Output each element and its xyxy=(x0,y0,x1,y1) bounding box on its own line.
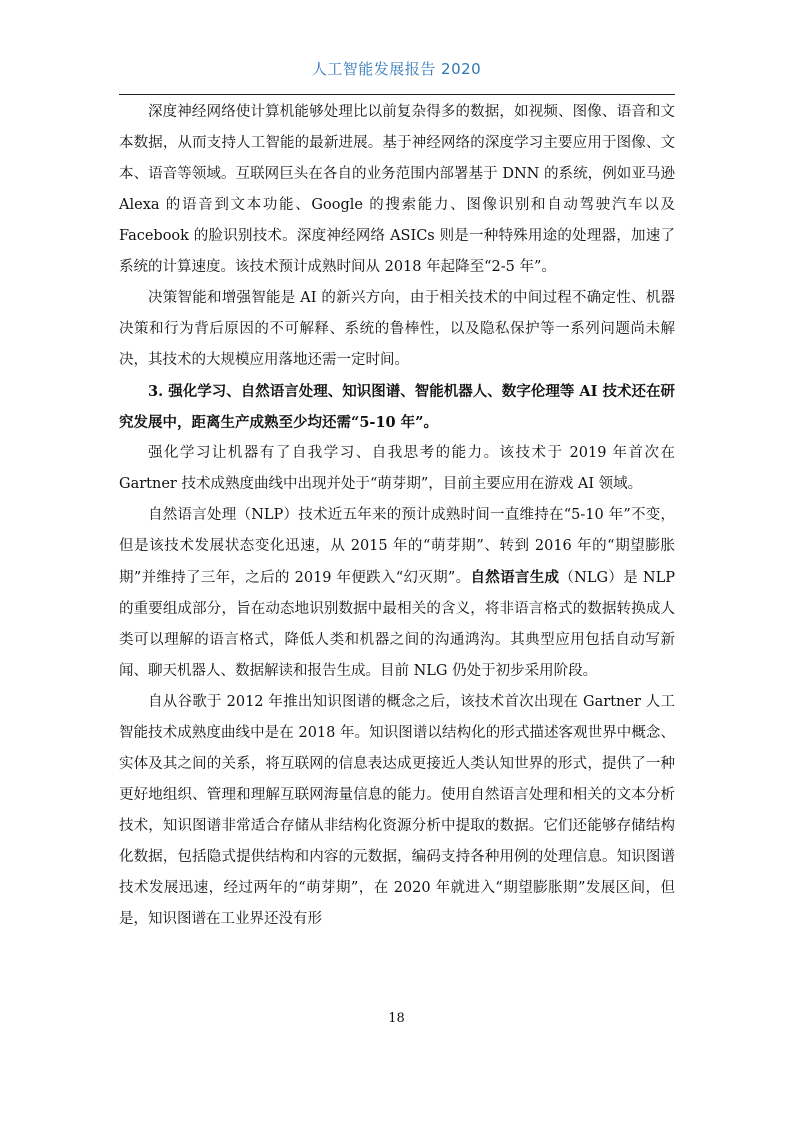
document-body xyxy=(119,97,675,935)
paragraph-knowledge-graph: 自从谷歌于 2012 年推出知识图谱的概念之后，该技术首次出现在 Gartner 人工智能技术成熟度曲线中是在 2018 年。知识图谱以结构化的形式描述客观世界中概念、实体及其之间的关系，将互联网的信息表达成更接近人类认知世界的形式，提供了一种更好地组织、管理和理解互联网海量信息的能力。使用自然语言处理和相关的文本分析技术，知识图谱非常适合存储从非结构化资源分析中提取的数据。它们还能够存储结构化数据，包括隐式提供结构和内容的元数据，编码支持各种用例的处理信息。知识图谱技术发展迅速，经过两年的“萌芽期”，在 2020 年就进入“期望膨胀期”发展区间，但是，知识图谱在工业界还没有形 xyxy=(119,694,675,927)
header-divider xyxy=(119,94,675,95)
page-number: 18 xyxy=(388,1011,405,1026)
page-header-title: 人工智能发展报告 2020 xyxy=(311,60,482,78)
nlp-text-before: 自然语言处理（NLP）技术近五年来的预计成熟时间一直维持在“5-10 年”不变，但是该技术发展状态变化迅速，从 2015 年的“萌芽期”、转到 2016 年的“期望膨胀期”并维持了三年，之后的 2019 年便跌入“幻灭期”。 xyxy=(119,507,675,586)
paragraph-reinforcement-learning: 强化学习让机器有了自我学习、自我思考的能力。该技术于 2019 年首次在 Gartner 技术成熟度曲线中出现并处于“萌芽期”，目前主要应用在游戏 AI 领域。 xyxy=(119,445,675,492)
nlg-bold-term: 自然语言生成 xyxy=(470,569,560,586)
paragraph-decision-intelligence: 决策智能和增强智能是 AI 的新兴方向，由于相关技术的中间过程不确定性、机器决策和行为背后原因的不可解释、系统的鲁棒性，以及隐私保护等一系列问题尚未解决，其技术的大规模应用落地还需一定时间。 xyxy=(119,290,675,368)
paragraph-nlp xyxy=(119,500,675,687)
paragraph-deep-neural-networks: 深度神经网络使计算机能够处理比以前复杂得多的数据，如视频、图像、语音和文本数据，从而支持人工智能的最新进展。基于神经网络的深度学习主要应用于图像、文本、语音等领域。互联网巨头在各自的业务范围内部署基于 DNN 的系统，例如亚马逊 Alexa 的语音到文本功能、Google 的搜索能力、图像识别和自动驾驶汽车以及 Facebook 的脸识别技术。深度神经网络 ASICs 则是一种特殊用途的处理器，加速了系统的计算速度。该技术预计成熟时间从 2018 年起降至“2-5 年”。 xyxy=(119,104,675,275)
nlp-text-after: （NLG）是 NLP 的重要组成部分，旨在动态地识别数据中最相关的含义，将非语言格式的数据转换成人类可以理解的语言格式，降低人类和机器之间的沟通鸿沟。其典型应用包括自动写新闻、聊天机器人、数据解读和报告生成。目前 NLG 仍处于初步采用阶段。 xyxy=(119,570,676,679)
section-heading-3: 3. 强化学习、自然语言处理、知识图谱、智能机器人、数字伦理等 AI 技术还在研究发展中，距离生产成熟至少均还需“5-10 年”。 xyxy=(119,383,675,431)
